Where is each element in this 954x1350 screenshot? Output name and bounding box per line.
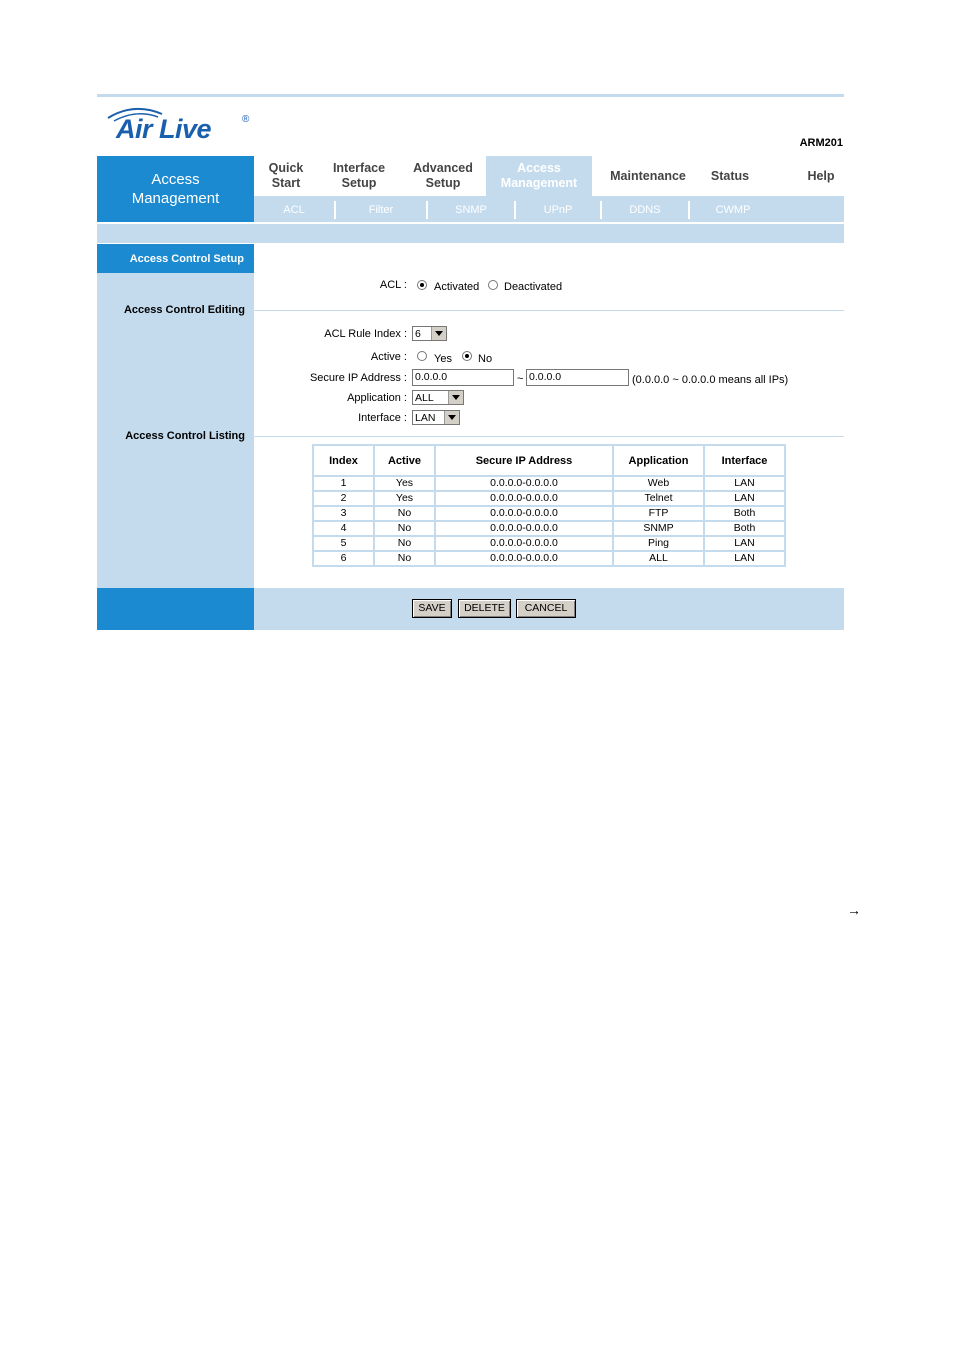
active-no-label: No	[478, 353, 493, 365]
footer-left-block	[97, 588, 254, 630]
chevron-down-icon	[448, 391, 463, 404]
nav-help[interactable]: Help	[807, 168, 835, 183]
acl-listing-table	[312, 444, 786, 567]
nav-interface-setup[interactable]: Interface Setup	[332, 161, 386, 190]
secure-ip-label: Secure IP Address :	[309, 372, 407, 384]
active-no-radio[interactable]	[462, 351, 472, 361]
active-label: Active :	[370, 351, 407, 363]
subnav-snmp[interactable]: SNMP	[455, 204, 487, 216]
chevron-down-icon	[444, 411, 459, 424]
nav-advanced-setup[interactable]: Advanced Setup	[413, 161, 473, 190]
acl-activated-radio[interactable]	[417, 280, 427, 290]
chevron-down-icon	[431, 327, 446, 340]
logo-registered-mark: ®	[242, 114, 250, 125]
logo-text: Air Live	[116, 114, 212, 144]
col-interface: Interface	[704, 445, 785, 476]
active-yes-label: Yes	[434, 353, 452, 365]
nav-quick-start[interactable]: Quick Start	[268, 161, 304, 190]
application-label: Application :	[347, 392, 407, 404]
interface-label: Interface :	[358, 412, 407, 424]
interface-select[interactable]: LAN	[412, 410, 460, 425]
cancel-button[interactable]: CANCEL	[516, 599, 576, 618]
subnav-filter[interactable]: Filter	[368, 204, 394, 216]
nav-maintenance[interactable]: Maintenance	[610, 168, 686, 183]
active-yes-radio[interactable]	[417, 351, 427, 361]
nav-access-management[interactable]: Access Management	[486, 156, 592, 196]
section-divider	[254, 310, 844, 311]
application-select[interactable]: ALL	[412, 390, 464, 405]
secure-ip-to-input[interactable]: 0.0.0.0	[526, 369, 629, 386]
left-heading-setup: Access Control Setup	[97, 244, 254, 273]
rule-index-select[interactable]: 6	[412, 326, 447, 341]
table-row: 5 No 0.0.0.0-0.0.0.0 Ping LAN	[313, 536, 785, 551]
table-row: 3 No 0.0.0.0-0.0.0.0 FTP Both	[313, 506, 785, 521]
acl-deactivated-label: Deactivated	[504, 281, 563, 293]
rule-index-label: ACL Rule Index :	[324, 328, 407, 340]
col-index: Index	[313, 445, 374, 476]
nav-status[interactable]: Status	[710, 168, 750, 183]
col-application: Application	[613, 445, 704, 476]
delete-button[interactable]: DELETE	[458, 599, 511, 618]
subnav-acl[interactable]: ACL	[283, 204, 305, 216]
subnav-cwmp[interactable]: CWMP	[715, 204, 751, 216]
model-name: ARM201	[799, 137, 843, 149]
table-row: 4 No 0.0.0.0-0.0.0.0 SNMP Both	[313, 521, 785, 536]
secure-ip-from-input[interactable]: 0.0.0.0	[412, 369, 514, 386]
left-label-listing: Access Control Listing	[125, 430, 245, 442]
table-row: 1 Yes 0.0.0.0-0.0.0.0 Web LAN	[313, 476, 785, 491]
section-title: Access Management	[97, 156, 254, 222]
acl-activated-label: Activated	[434, 281, 480, 293]
main-nav	[254, 156, 844, 196]
right-arrow-icon: →	[847, 902, 861, 918]
section-divider	[254, 436, 844, 437]
subnav-upnp[interactable]: UPnP	[543, 204, 573, 216]
header-top-rule	[97, 94, 844, 97]
sub-nav	[254, 196, 844, 222]
left-column	[97, 244, 254, 588]
col-secure-ip: Secure IP Address	[435, 445, 613, 476]
col-active: Active	[374, 445, 435, 476]
ip-range-tilde: ~	[517, 373, 524, 385]
ip-range-hint: (0.0.0.0 ~ 0.0.0.0 means all IPs)	[632, 374, 789, 386]
save-button[interactable]: SAVE	[412, 599, 452, 618]
left-label-editing: Access Control Editing	[123, 304, 245, 316]
acl-deactivated-radio[interactable]	[488, 280, 498, 290]
table-row: 2 Yes 0.0.0.0-0.0.0.0 Telnet LAN	[313, 491, 785, 506]
header-band	[97, 224, 844, 243]
table-header-row	[313, 445, 785, 476]
airlive-logo	[106, 104, 256, 150]
table-row: 6 No 0.0.0.0-0.0.0.0 ALL LAN	[313, 551, 785, 566]
subnav-ddns[interactable]: DDNS	[629, 204, 661, 216]
acl-label: ACL :	[379, 279, 407, 291]
